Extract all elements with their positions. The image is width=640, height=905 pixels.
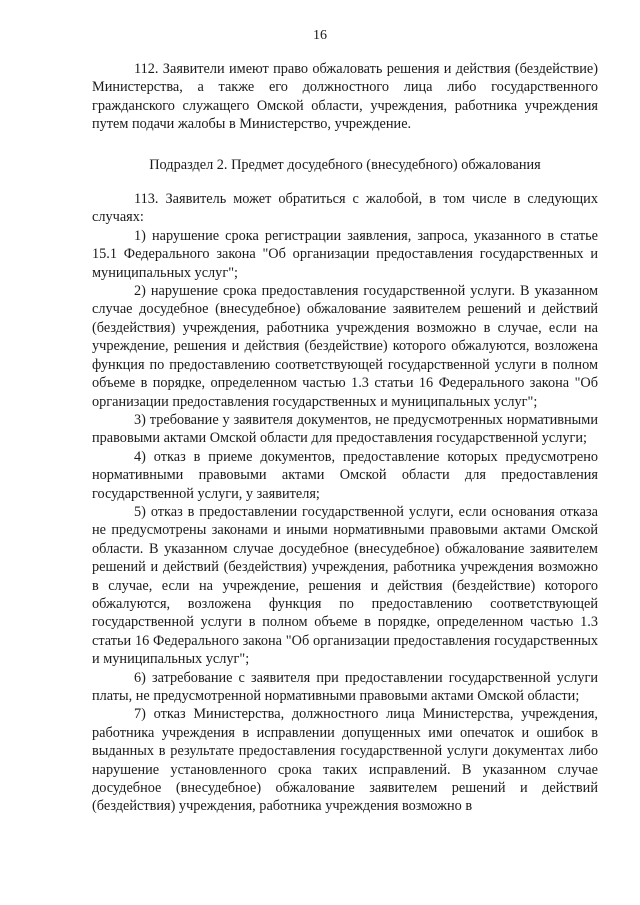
page-number: 16: [313, 28, 327, 43]
list-item-5: 5) отказ в предоставлении государственной услуги, если основания отказа не предусмотрены законами и иными нормативными правовыми актами Омской области. В указанном случае досудебное (внесудебное) обжалование заявителем решений и действий (бездействия) учреждения, работника учреждения возможно в случае, если на учреждение, решения и действия (бездействие) которого обжалуются, возложена функция по предоставлению соответствующей государственной услуги в полном объеме в порядке, определенном частью 1.3 статьи 16 Федерального закона "Об организации предоставления государственных и муниципальных услуг";: [92, 503, 598, 668]
paragraph-113: 113. Заявитель может обратиться с жалобой, в том числе в следующих случаях:: [92, 191, 598, 226]
list-item-2: 2) нарушение срока предоставления государственной услуги. В указанном случае досудебное (внесудебное) обжалование заявителем решений и действий (бездействия) учреждения, работника учреждения возможно в случае, если на учреждение, решения и действия (бездействие) которого обжалуются, возложена функция по предоставлению соответствующей государственной услуги в полном объеме в порядке, определенном частью 1.3 статьи 16 Федерального закона "Об организации предоставления государственных и муниципальных услуг";: [92, 283, 598, 410]
list-item-3: 3) требование у заявителя документов, не предусмотренных нормативными правовыми актами Омской области для предоставления государственной услуги;: [92, 411, 598, 447]
paragraph-112: 112. Заявители имеют право обжаловать решения и действия (бездействие) Министерства, а также его должностного лица либо государственного гражданского служащего Омской области, учреждения, работника учреждения путем подачи жалобы в Министерство, учреждение.: [92, 61, 598, 133]
list-item-1: 1) нарушение срока регистрации заявления, запроса, указанного в статье 15.1 Федерального закона "Об организации предоставления государственных и муниципальных услуг";: [92, 227, 598, 281]
list-item-6: 6) затребование с заявителя при предоставлении государственной услуги платы, не предусмотренной нормативными правовыми актами Омской области;: [92, 669, 598, 704]
list-item-4: 4) отказ в приеме документов, предоставление которых предусмотрено нормативными правовыми актами Омской области для предоставления государственной услуги, у заявителя;: [92, 448, 598, 502]
list-item-7: 7) отказ Министерства, должностного лица Министерства, учреждения, работника учреждения в исправлении допущенных ими опечаток и ошибок в выданных в результате предоставления государственной услуги документах либо нарушение установленного срока таких исправлений. В указанном случае досудебное (внесудебное) обжалование заявителем решений и действий (бездействия) учреждения, работника учреждения возможно в: [92, 706, 598, 815]
subsection-heading: Подраздел 2. Предмет досудебного (внесудебного) обжалования: [149, 156, 541, 173]
document-body: [92, 60, 598, 816]
